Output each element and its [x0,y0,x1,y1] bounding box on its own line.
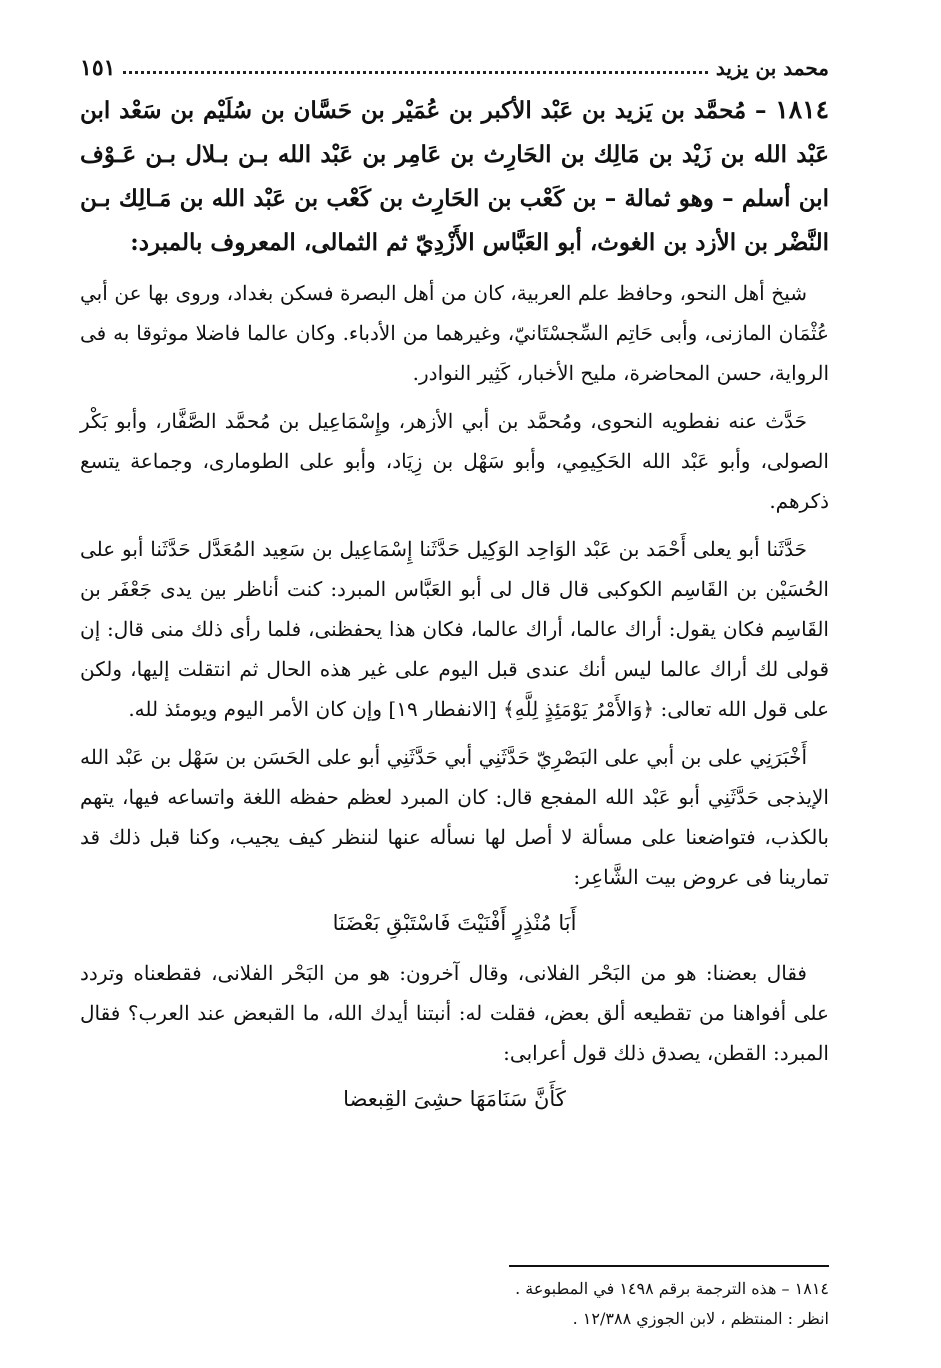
footnotes [300,1274,829,1334]
paragraph: أَخْبَرَنِي على بن أبي على البَصْرِيّ حَدَّثَنِي أبي حَدَّثَنِي أبو على الحَسَن بن سَهْل بن عَبْد الله الإيذجى حَدَّثَنِي أبو عَبْد الله المفجع قال: كان المبرد لعظم حفظه اللغة واتساعه فيها، يتهم بالكذب، فتواضعنا على مسألة لا أصل لها نسأله عنها لننظر كيف يجيب، وكنا قبل ذلك قد تمارينا فى عروض بيت الشَّاعِر: [80,745,829,889]
page-body [80,88,829,1125]
paragraph: شيخ أهل النحو، وحافظ علم العربية، كان من أهل البصرة فسكن بغداد، وروى بها عن أبي عُثْمَان المازنى، وأبى حَاتِم السِّجسْتَانيّ، وغيرهما من الأدباء. وكان عالما فاضلا موثوقا به فى الرواية، حسن المحاضرة، مليح الأخبار، كَثِير النوادر. [80,281,829,385]
running-title: محمد بن يزيد [715,56,829,80]
verse-line: أَبَا مُنْذِرٍ أَفْنَيْتَ فَاسْتَبْقِ بَعْضَنَا [332,911,577,935]
header-dot-leader [123,71,707,74]
footnote: ١٨١٤ – هذه الترجمة برقم ١٤٩٨ في المطبوعة . [515,1279,829,1298]
footnote-rule [509,1265,829,1267]
footnote: انظر : المنتظم ، لابن الجوزي ١٢/٣٨٨ . [572,1309,829,1328]
running-header [80,50,829,86]
entry-number: ١٨١٤ [775,95,829,124]
paragraph: حَدَّثَنا أبو يعلى أَحْمَد بن عَبْد الوَاحِد الوَكِيل حَدَّثَنا إِسْمَاعِيل بن سَعِيد المُعَدَّل حَدَّثَنا أبو على الحُسَيْن بن القَاسِم الكوكبى قال قال لى أبو العَبَّاس المبرد: كنت أناظر بين يدى جَعْفَر بن القَاسِم فكان يقول: أراك عالما، أراك عالما، فكان هذا يحفظنى، فلما رأى ذلك منى قال: إن قولى لك أراك عالما ليس أنك عندى قبل اليوم على غير هذه الحال ثم انتقلت إليها، ولكن على قول الله تعالى: ﴿وَالأَمْرُ يَوْمَئِذٍ لِلَّهِ﴾ [الانفطار ١٩] وإن كان الأمر اليوم ويومئذ لله. [80,537,829,721]
entry-heading [80,88,829,265]
verse-line: كَأَنَّ سَنَامَهَا حشِىَ القِبعضا [343,1087,566,1111]
entry-heading-text: – مُحمَّد بن يَزيد بن عَبْد الأكبر بن عُمَيْر بن حَسَّان بن سُلَيْم بن سَعْد ابن عَبْد الله بن زَيْد بن مَالِك بن الحَارِث بن عَامِر بن عَبْد الله بـن بـلال بـن عَـوْف ابن أسلم – وهو ثمالة – بن كَعْب بن الحَارِث بن كَعْب بن عَبْد الله بن مَـالِك بـن النَّضْر بن الأزد بن الغوث، أبو العَبَّاس الأَزْدِيّ ثم الثمالى، المعروف بالمبرد: [80,97,829,256]
paragraph: فقال بعضنا: هو من البَحْر الفلانى، وقال آخرون: هو من البَحْر الفلانى، فقطعناه وتردد على أفواهنا من تقطيعه ألق بعض، فقلت له: أنبتنا أيدك الله، ما القبعض عند العرب؟ فقال المبرد: القطن، يصدق ذلك قول أعرابى: [80,961,829,1065]
page-number: ١٥١ [80,55,116,81]
paragraph: حَدَّث عنه نفطويه النحوى، ومُحمَّد بن أبي الأزهر، وإِسْمَاعِيل بن مُحمَّد الصَّفَّار، وأبو بَكْر الصولى، وأبو عَبْد الله الحَكِيمِي، وأبو سَهْل بن زِيَاد، وأبو على الطومارى، وجماعة يتسع ذكرهم. [80,409,829,513]
